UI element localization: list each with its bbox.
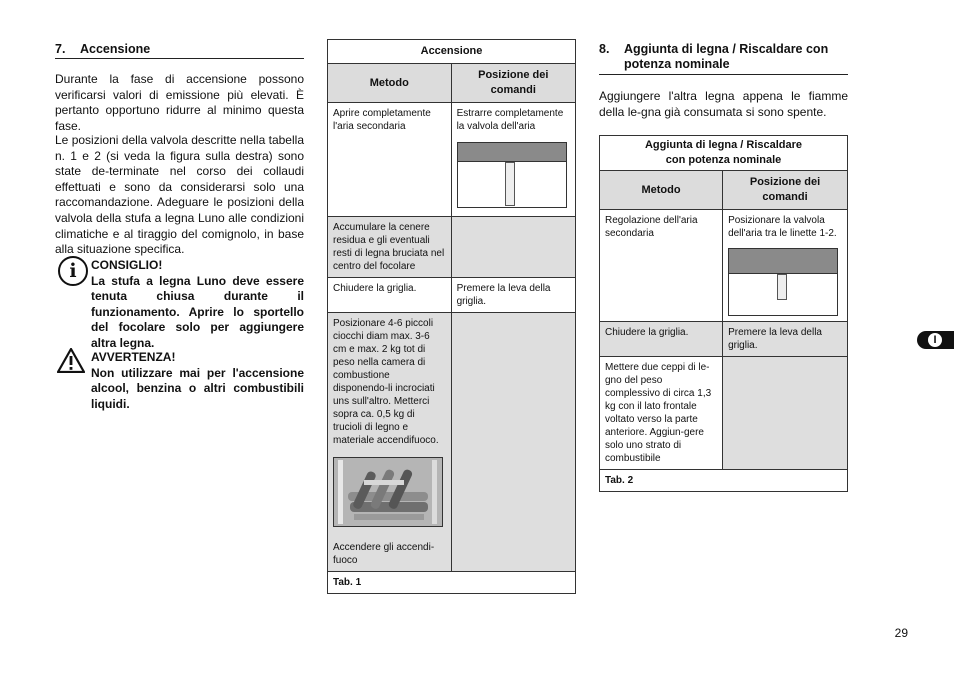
table-2-row-1-position-text: Posizionare la valvola dell'aria tra le linette 1-2. bbox=[728, 215, 837, 239]
table-2-title: Aggiunta di legna / Riscaldare con potenza nominale bbox=[600, 136, 848, 171]
table-1-row-1-position-text: Estrarre completamente la valvola dell'aria bbox=[456, 108, 564, 132]
section-7-number: 7. bbox=[55, 42, 66, 56]
table-1-title: Accensione bbox=[328, 40, 576, 64]
section-8-rule bbox=[599, 74, 848, 75]
tip-block bbox=[91, 258, 304, 352]
table-1-row-4-method bbox=[328, 313, 452, 572]
table-1-row-4-method-extra: Accendere gli accendi-fuoco bbox=[333, 542, 435, 566]
table-2-row-1-position bbox=[723, 210, 848, 322]
info-icon: i bbox=[58, 256, 88, 286]
table-1-note: Tab. 1 bbox=[328, 572, 576, 594]
air-valve-fully-open-figure bbox=[457, 142, 567, 208]
table-row bbox=[328, 278, 576, 313]
table-1 bbox=[327, 39, 576, 594]
table-row bbox=[328, 103, 576, 217]
table-row bbox=[600, 357, 848, 470]
table-2-row-2-position: Premere la leva della griglia. bbox=[723, 322, 848, 357]
section-7-para-1: Durante la fase di accensione possono verificarsi valori di emissione più elevati. È pertanto opportuno ridurre al minimo questa fase. bbox=[55, 72, 304, 133]
table-2-note: Tab. 2 bbox=[600, 470, 848, 492]
tip-text: La stufa a legna Luno deve essere tenuta chiusa durante il funzionamento. Aprire lo sportello del focolare solo per aggiungere altra legna. bbox=[91, 273, 304, 350]
table-1-col-position: Posizione dei comandi bbox=[451, 64, 575, 103]
language-tab bbox=[917, 331, 954, 349]
tip-title: CONSIGLIO! bbox=[91, 258, 163, 272]
table-1-row-4-method-text: Posizionare 4-6 piccoli ciocchi diam max. 3-6 cm e max. 2 kg tot di peso nella camera di combustione disponendo-li incrociati uns sull'altro. Metterci sopra ca. 0,5 kg di trucioli di legno e materiale accendifuoco. bbox=[333, 318, 439, 446]
table-1-row-1-method: Aprire completamente l'aria secondaria bbox=[328, 103, 452, 217]
table-1-row-3-method: Chiudere la griglia. bbox=[328, 278, 452, 313]
page-number: 29 bbox=[894, 626, 908, 640]
section-8-number: 8. bbox=[599, 42, 610, 56]
warning-title: AVVERTENZA! bbox=[91, 350, 176, 364]
table-2 bbox=[599, 135, 848, 492]
table-row bbox=[600, 322, 848, 357]
table-row bbox=[328, 313, 576, 572]
table-2-col-position: Posizione dei comandi bbox=[723, 171, 848, 210]
language-tab-label: I bbox=[928, 333, 942, 347]
kindling-stack-photo bbox=[333, 457, 443, 527]
warning-icon bbox=[57, 348, 85, 373]
table-1-col-method: Metodo bbox=[328, 64, 452, 103]
table-2-col-method: Metodo bbox=[600, 171, 723, 210]
air-valve-partially-open-figure bbox=[728, 248, 838, 316]
table-row bbox=[328, 217, 576, 278]
section-7-para-2: Le posizioni della valvola descritte nella tabella n. 1 e 2 (si veda la figura sulla destra) sono state de-terminate nel corso dei collaudi effettuati e sono da considerarsi solo una raccomandazione. Adeguare le posizioni della valvola della stufa a legna Luno alle condizioni climatiche e al tiraggio del comignolo, in base alla situazione specifica. bbox=[55, 133, 304, 257]
table-1-row-1-position bbox=[451, 103, 575, 217]
table-2-row-1-method: Regolazione dell'aria secondaria bbox=[600, 210, 723, 322]
table-2-row-2-method: Chiudere la griglia. bbox=[600, 322, 723, 357]
section-7-rule bbox=[55, 58, 304, 59]
section-8-para: Aggiungere l'altra legna appena le fiamme della le-gna già consumata si sono spente. bbox=[599, 89, 848, 119]
table-2-row-3-position bbox=[723, 357, 848, 470]
table-1-row-2-method: Accumulare la cenere residua e gli eventuali resti di legna bruciata nel centro del focolare bbox=[328, 217, 452, 278]
section-7-heading bbox=[55, 42, 305, 57]
table-1-row-4-position bbox=[451, 313, 575, 572]
table-1-row-2-position bbox=[451, 217, 575, 278]
table-1-row-3-position: Premere la leva della griglia. bbox=[451, 278, 575, 313]
table-row bbox=[600, 210, 848, 322]
table-2-row-3-method: Mettere due ceppi di le-gno del peso complessivo di circa 1,3 kg con il lato frontale voltato verso la parte anteriore. Aggiun-gere solo uno strato di combustibile bbox=[600, 357, 723, 470]
warning-block bbox=[91, 350, 304, 412]
section-8-heading bbox=[599, 42, 848, 72]
warning-text: Non utilizzare mai per l'accensione alcool, benzina o altri combustibili liquidi. bbox=[91, 365, 304, 411]
section-8-title: Aggiunta di legna / Riscaldare con potenza nominale bbox=[624, 42, 829, 71]
section-7-title: Accensione bbox=[80, 42, 151, 56]
